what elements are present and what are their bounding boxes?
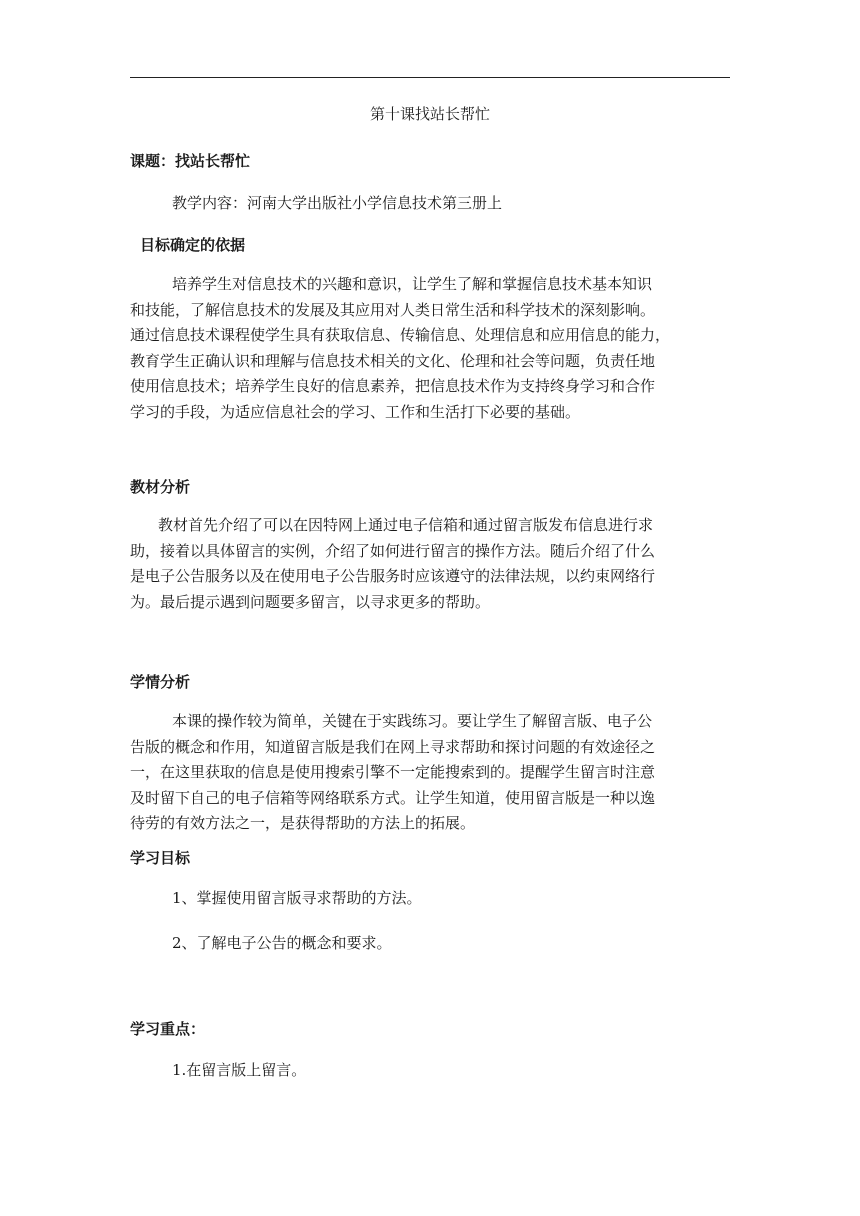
material-paragraph bbox=[130, 513, 730, 615]
basis-line: 和技能，了解信息技术的发展及其应用对人类日常生活和科学技术的深刻影响。 bbox=[130, 300, 656, 319]
material-line: 教材首先介绍了可以在因特网上通过电子信箱和通过留言版发布信息进行求 bbox=[158, 516, 654, 534]
goals-heading: 学习目标 bbox=[130, 849, 191, 867]
topic-heading: 课题：找站长帮忙 bbox=[130, 152, 251, 170]
students-line: 告版的概念和作用，知道留言版是我们在网上寻求帮助和探讨问题的有效途径之 bbox=[130, 737, 656, 756]
students-paragraph bbox=[130, 709, 730, 837]
focus-heading: 学习重点： bbox=[130, 1020, 206, 1038]
content-line: 教学内容：河南大学出版社小学信息技术第三册上 bbox=[172, 194, 503, 212]
goal-item: 1、掌握使用留言版寻求帮助的方法。 bbox=[172, 889, 422, 907]
students-line: 一，在这里获取的信息是使用搜索引擎不一定能搜索到的。提醒学生留言时注意 bbox=[130, 763, 656, 781]
basis-line: 通过信息技术课程使学生具有获取信息、传输信息、处理信息和应用信息的能力， bbox=[130, 326, 671, 344]
basis-line: 学习的手段，为适应信息社会的学习、工作和生活打下必要的基础。 bbox=[130, 402, 581, 421]
basis-heading: 目标确定的依据 bbox=[140, 236, 246, 254]
material-line: 为。最后提示遇到问题要多留言，以寻求更多的帮助。 bbox=[130, 592, 491, 611]
students-line: 本课的操作较为简单，关键在于实践练习。要让学生了解留言版、电子公 bbox=[172, 712, 653, 730]
material-line: 是电子公告服务以及在使用电子公告服务时应该遵守的法律法规，以约束网络行 bbox=[130, 567, 656, 585]
focus-item: 1.在留言版上留言。 bbox=[172, 1061, 307, 1079]
basis-line: 培养学生对信息技术的兴趣和意识，让学生了解和掌握信息技术基本知识 bbox=[172, 275, 653, 293]
students-line: 待劳的有效方法之一，是获得帮助的方法上的拓展。 bbox=[130, 814, 476, 832]
basis-line: 教育学生正确认识和理解与信息技术相关的文化、伦理和社会等问题，负责任地 bbox=[130, 351, 656, 370]
basis-paragraph bbox=[130, 272, 730, 425]
material-line: 助，接着以具体留言的实例，介绍了如何进行留言的操作方法。随后介绍了什么 bbox=[130, 541, 656, 560]
students-heading: 学情分析 bbox=[130, 673, 191, 691]
students-line: 及时留下自己的电子信箱等网络联系方式。让学生知道，使用留言版是一种以逸 bbox=[130, 788, 656, 807]
material-heading: 教材分析 bbox=[130, 478, 191, 496]
goal-item: 2、了解电子公告的概念和要求。 bbox=[172, 934, 392, 952]
page-title: 第十课找站长帮忙 bbox=[369, 105, 490, 123]
header-rule bbox=[130, 77, 730, 78]
basis-line: 使用信息技术；培养学生良好的信息素养，把信息技术作为支持终身学习和合作 bbox=[130, 377, 656, 395]
